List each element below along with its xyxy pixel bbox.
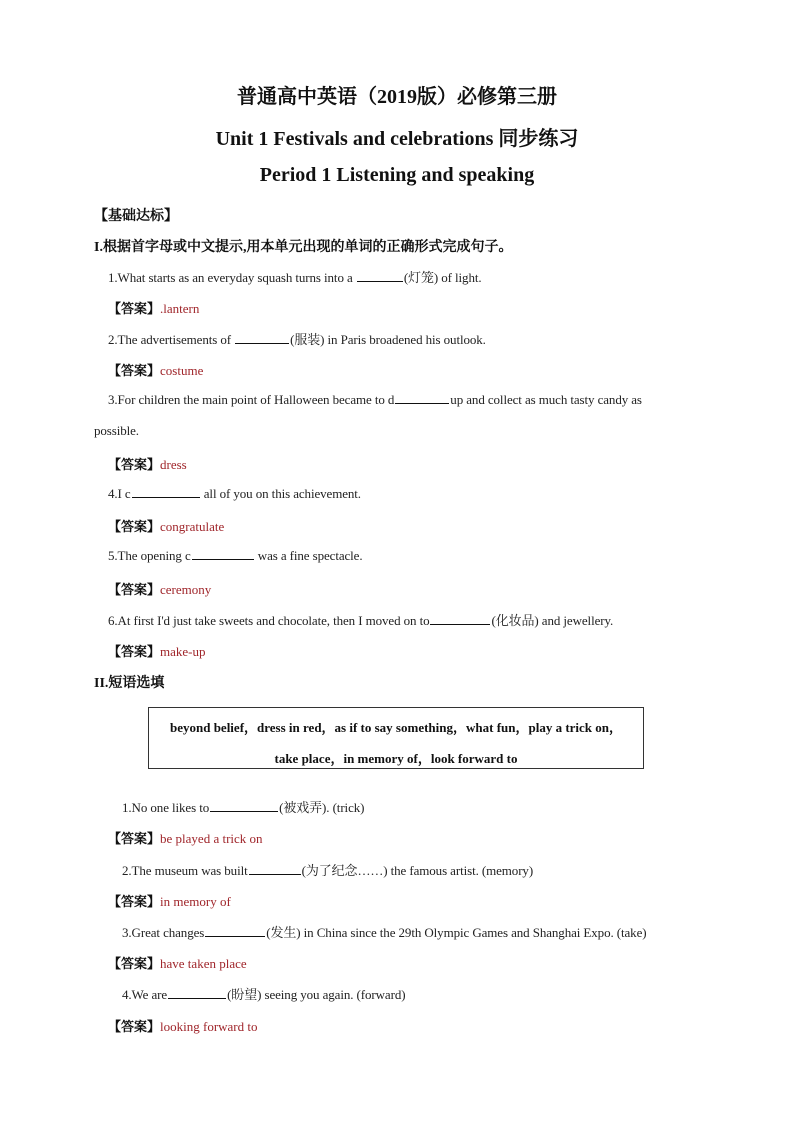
- item-text: 1.No one likes to: [122, 800, 210, 815]
- item-text: (被戏弄). (trick): [279, 800, 365, 815]
- item-text: all of you on this achievement.: [200, 486, 361, 501]
- item-text: (灯笼) of light.: [403, 270, 482, 285]
- answer-tag: 【答案】: [108, 831, 161, 846]
- answer-line: [108, 516, 224, 535]
- answer-blank: [235, 331, 289, 344]
- answer-tag: 【答案】: [108, 956, 161, 971]
- answer-blank: [357, 269, 403, 282]
- answer-tag: 【答案】: [108, 301, 161, 316]
- answer-blank: [205, 924, 265, 937]
- item-text: 3.Great changes: [122, 925, 205, 940]
- exercise-item: [122, 860, 533, 879]
- phrase-box: [148, 707, 644, 769]
- exercise-item: [108, 267, 482, 286]
- item-text: 2.The museum was built: [122, 863, 248, 878]
- part1-heading: I.根据首字母或中文提示,用本单元出现的单词的正确形式完成句子。: [94, 240, 513, 255]
- answer-value: congratulate: [160, 519, 225, 534]
- document-title: 普通高中英语（2019版）必修第三册: [237, 86, 557, 108]
- phrase-box-line: take place，in memory of，look forward to: [274, 751, 518, 766]
- answer-tag: 【答案】: [108, 519, 161, 534]
- item-text: (发生) in China since the 29th Olympic Games and Shanghai Expo. (take): [266, 925, 647, 940]
- item-text: 2.The advertisements of: [108, 332, 235, 347]
- item-text: was a fine spectacle.: [254, 548, 363, 563]
- answer-blank: [168, 986, 226, 999]
- item-text: (为了纪念……) the famous artist. (memory): [301, 863, 534, 878]
- exercise-item: [108, 391, 642, 408]
- answer-blank: [249, 862, 301, 875]
- answer-line: [108, 360, 203, 379]
- item-text: (服装) in Paris broadened his outlook.: [290, 332, 486, 347]
- item-text: 6.At first I'd just take sweets and chocolate, then I moved on to: [108, 613, 430, 628]
- answer-line: [108, 641, 206, 660]
- exercise-item: [122, 984, 405, 1003]
- exercise-item: [108, 610, 613, 629]
- answer-line: [108, 828, 263, 847]
- answer-line: [108, 1016, 258, 1035]
- item-text: 1.What starts as an everyday squash turns into a: [108, 270, 356, 285]
- answer-value: looking forward to: [160, 1019, 258, 1034]
- answer-value: costume: [160, 363, 204, 378]
- exercise-item: [108, 329, 486, 348]
- answer-blank: [132, 485, 200, 498]
- answer-value: in memory of: [160, 894, 231, 909]
- answer-value: have taken place: [160, 956, 247, 971]
- period-title: Period 1 Listening and speaking: [259, 164, 535, 186]
- item-text: 5.The opening c: [108, 548, 191, 563]
- answer-value: make-up: [160, 644, 206, 659]
- exercise-item: [122, 797, 364, 816]
- answer-line: [108, 298, 199, 317]
- part2-heading: II.短语选填: [94, 676, 165, 691]
- answer-value: be played a trick on: [160, 831, 263, 846]
- answer-line: [108, 891, 231, 910]
- item-text: (盼望) seeing you again. (forward): [227, 987, 406, 1002]
- answer-line: [108, 579, 211, 598]
- answer-blank: [395, 391, 449, 404]
- item-text: up and collect as much tasty candy as: [450, 392, 642, 407]
- item-text: 3.For children the main point of Halloween became to d: [108, 392, 395, 407]
- item-text: 4.I c: [108, 486, 131, 501]
- answer-tag: 【答案】: [108, 894, 161, 909]
- answer-tag: 【答案】: [108, 457, 161, 472]
- answer-blank: [430, 612, 490, 625]
- answer-tag: 【答案】: [108, 363, 161, 378]
- answer-value: .lantern: [160, 301, 200, 316]
- answer-tag: 【答案】: [108, 582, 161, 597]
- answer-value: dress: [160, 457, 187, 472]
- answer-line: [108, 454, 187, 473]
- answer-blank: [210, 799, 278, 812]
- phrase-box-line: beyond belief，dress in red，as if to say something，what fun，play a trick on，: [169, 720, 623, 735]
- section-basic-heading: 【基础达标】: [94, 209, 178, 224]
- item-text: 4.We are: [122, 987, 168, 1002]
- exercise-item: [122, 922, 646, 941]
- exercise-item: [108, 485, 361, 502]
- answer-tag: 【答案】: [108, 644, 161, 659]
- answer-blank: [192, 547, 254, 560]
- answer-tag: 【答案】: [108, 1019, 161, 1034]
- unit-title: Unit 1 Festivals and celebrations 同步练习: [215, 128, 579, 150]
- item-text: (化妆品) and jewellery.: [491, 613, 614, 628]
- answer-value: ceremony: [160, 582, 212, 597]
- exercise-item-continuation: possible.: [94, 423, 139, 438]
- exercise-item: [108, 547, 363, 564]
- answer-line: [108, 953, 247, 972]
